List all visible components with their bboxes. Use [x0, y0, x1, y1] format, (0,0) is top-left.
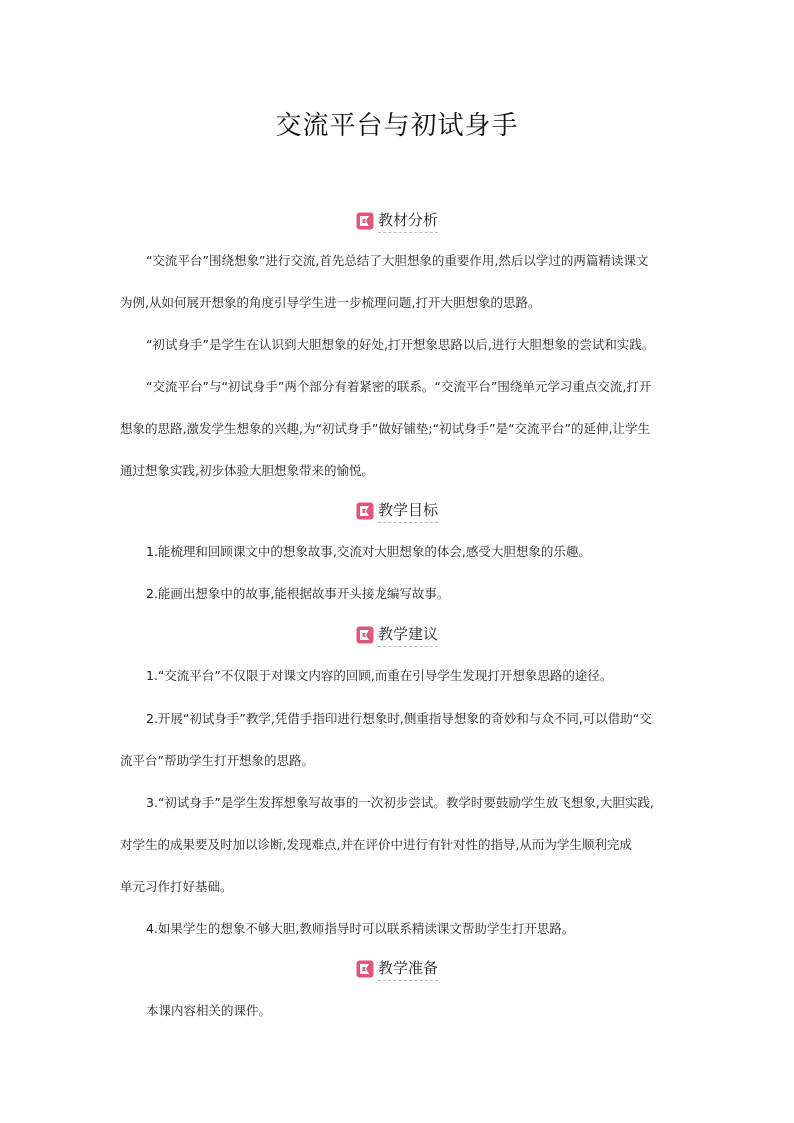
paragraph-line: 想象的思路,激发学生想象的兴趣,为“初试身手”做好铺垫;“初试身手”是“交流平台”的延伸,让学生 — [120, 421, 650, 436]
paragraph-line: 2.能画出想象中的故事,能根据故事开头接龙编写故事。 — [146, 586, 450, 601]
paragraph-line: 1.“交流平台”不仅限于对课文内容的回顾,而重在引导学生发现打开想象思路的途径。 — [146, 668, 613, 683]
paragraph-line: 本课内容相关的课件。 — [146, 1003, 272, 1018]
paragraph-line: 2.开展“初试身手”教学,凭借手指印进行想象时,侧重指导想象的奇妙和与众不同,可以借助“交 — [146, 711, 652, 726]
paragraph-line: 流平台”帮助学生打开想象的思路。 — [120, 753, 314, 768]
section-heading-label: 教学目标 — [378, 499, 438, 523]
bookmark-icon — [356, 502, 374, 520]
bookmark-icon — [356, 960, 374, 978]
paragraph-line: 1.能梳理和回顾课文中的想象故事,交流对大胆想象的体会,感受大胆想象的乐趣。 — [146, 544, 591, 559]
paragraph-line: 单元习作打好基础。 — [120, 879, 233, 894]
paragraph-line: 4.如果学生的想象不够大胆,教师指导时可以联系精读课文帮助学生打开思路。 — [146, 921, 575, 936]
section-heading-preparation — [0, 957, 794, 981]
paragraph-line: 3.“初试身手”是学生发挥想象写故事的一次初步尝试。教学时要鼓励学生放飞想象,大胆实践, — [146, 795, 654, 810]
paragraph-line: 通过想象实践,初步体验大胆想象带来的愉悦。 — [120, 463, 374, 478]
section-heading-label: 教材分析 — [378, 209, 438, 233]
bookmark-icon — [356, 212, 374, 230]
paragraph-line: “交流平台”与“初试身手”两个部分有着紧密的联系。“交流平台”围绕单元学习重点交流,打开 — [146, 379, 652, 394]
paragraph-line: 为例,从如何展开想象的角度引导学生进一步梳理问题,打开大胆想象的思路。 — [120, 295, 541, 310]
bookmark-icon — [356, 626, 374, 644]
section-heading-label: 教学建议 — [378, 623, 438, 647]
paragraph-line: “交流平台”围绕想象”进行交流,首先总结了大胆想象的重要作用,然后以学过的两篇精读课文 — [146, 253, 649, 268]
section-heading-objectives — [0, 499, 794, 523]
section-heading-label: 教学准备 — [378, 957, 438, 981]
page-title: 交流平台与初试身手 — [275, 111, 519, 141]
paragraph-line: “初试身手”是学生在认识到大胆想象的好处,打开想象思路以后,进行大胆想象的尝试和实践。 — [146, 337, 655, 352]
section-heading-suggestions — [0, 623, 794, 647]
paragraph-line: 对学生的成果要及时加以诊断,发现难点,并在评价中进行有针对性的指导,从而为学生顺利完成 — [120, 837, 632, 852]
section-heading-analysis — [0, 209, 794, 233]
